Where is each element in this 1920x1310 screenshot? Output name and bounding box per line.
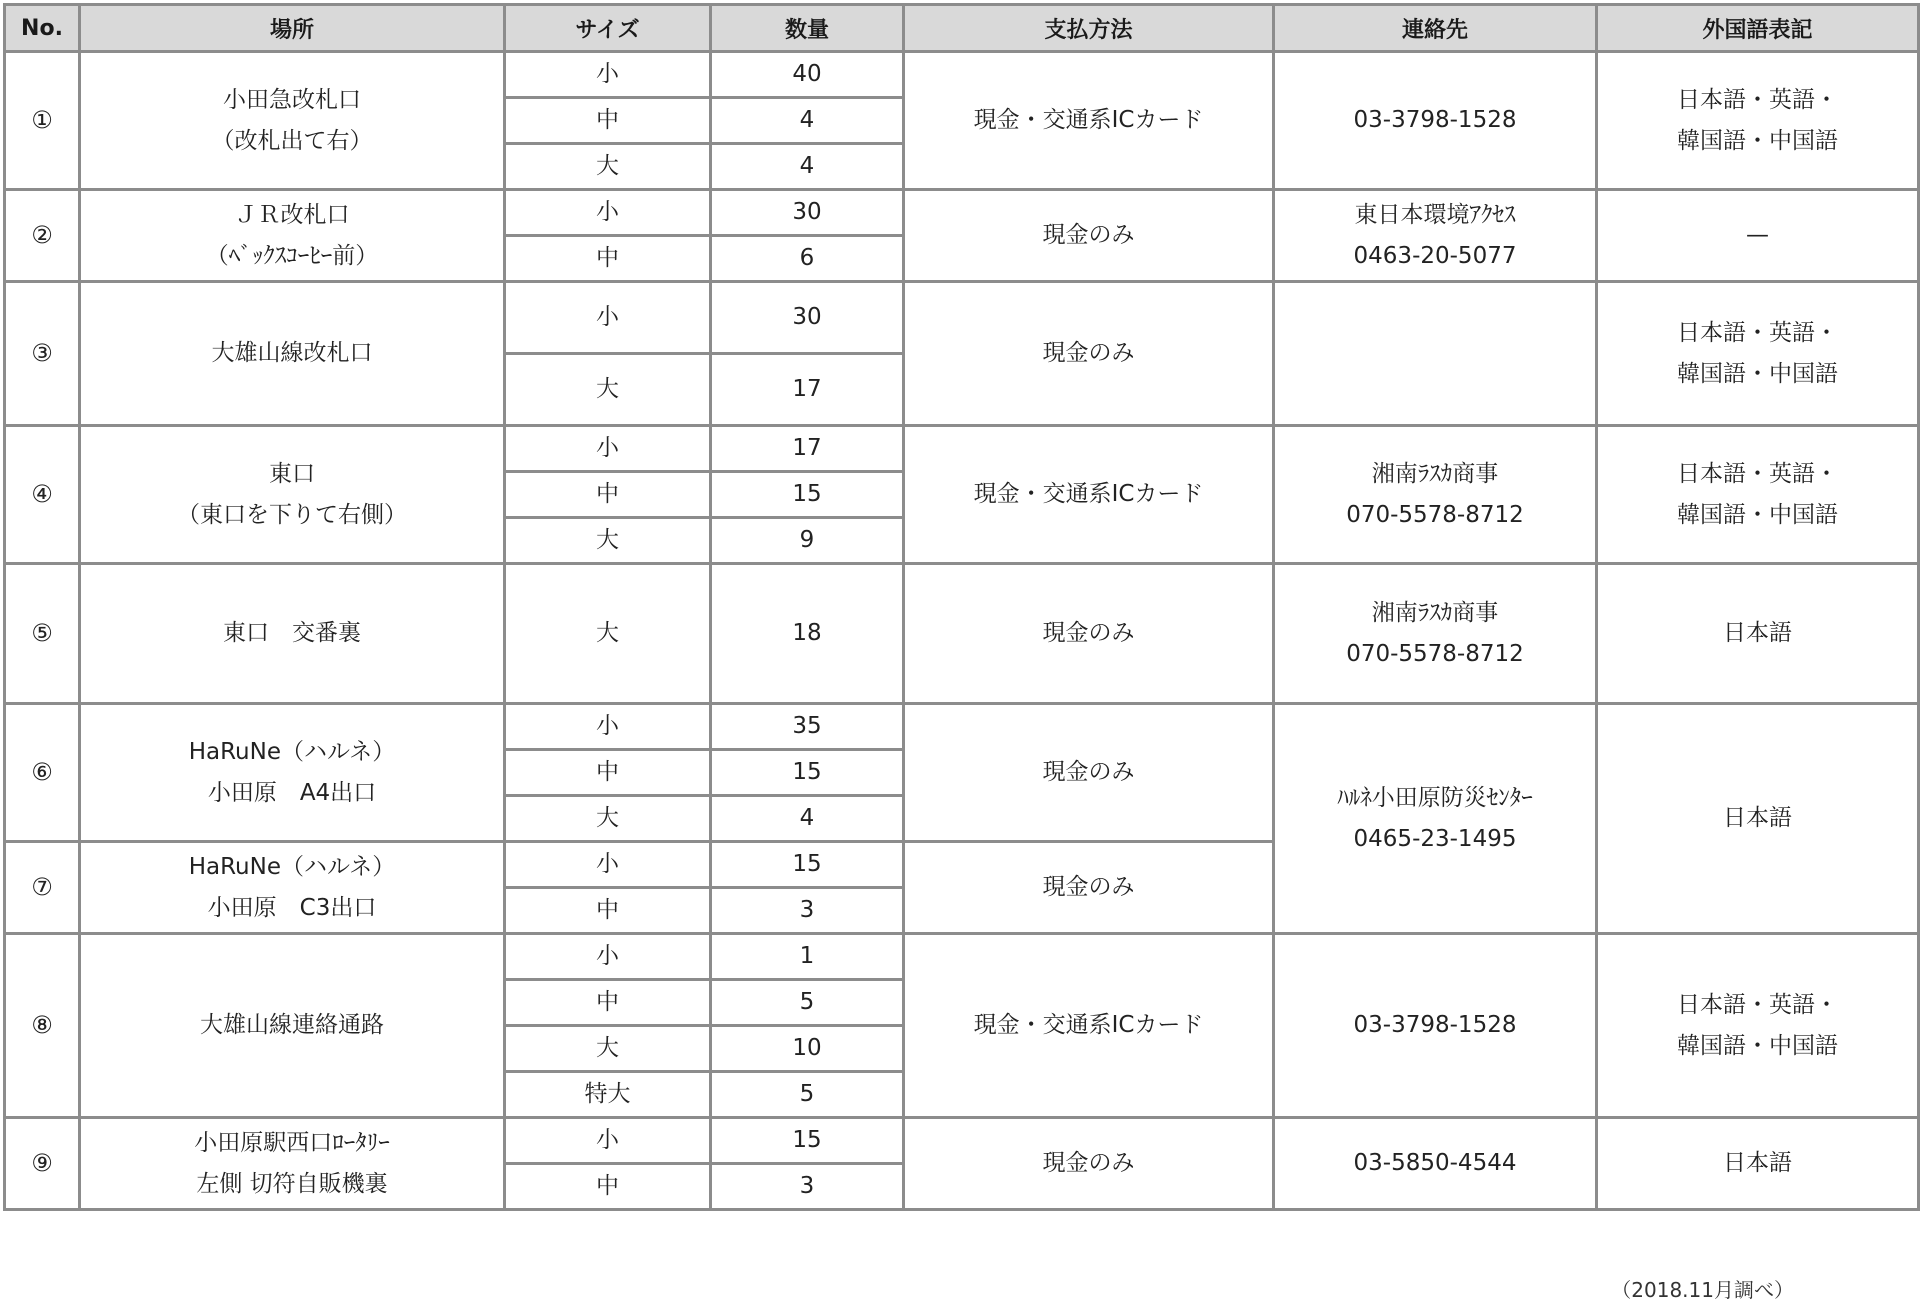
table-header-row [5,5,1919,52]
entry-place [80,52,505,190]
entry-number: ⑦ [5,842,80,934]
entry-languages [1597,704,1919,934]
place-line: ＪＲ改札口 [234,201,350,228]
entry-place [80,190,505,282]
entry-contact [1274,426,1597,564]
entry-number: ⑧ [5,934,80,1118]
place-line: 大雄山線改札口 [211,340,373,366]
locker-count: 6 [711,236,904,282]
locker-size: 中 [505,98,711,144]
locker-count: 3 [711,1164,904,1210]
contact-line: 03-5850-4544 [1353,1150,1517,1176]
place-line: 小田急改札口 [223,86,361,113]
entry-number: ② [5,190,80,282]
locker-size: 小 [505,282,711,354]
locker-count: 4 [711,98,904,144]
locker-size: 大 [505,518,711,564]
contact-line: ﾊﾙﾈ小田原防災ｾﾝﾀｰ [1337,784,1533,811]
survey-date-note: （2018.11月調べ） [1611,1278,1794,1302]
entry-contact [1274,190,1597,282]
locker-count: 4 [711,796,904,842]
header-contact: 連絡先 [1274,5,1597,52]
languages-line: 日本語 [1723,805,1792,831]
entry-place [80,1118,505,1210]
entry-languages [1597,190,1919,282]
entry-contact [1274,704,1597,934]
languages-line: 日本語 [1723,1150,1792,1176]
place-line: 小田原 A4出口 [207,779,377,806]
languages-line: 日本語・英語・ [1677,86,1838,113]
locker-count: 30 [711,282,904,354]
place-line: （ﾍﾞｯｸｽｺｰﾋｰ前） [205,242,379,269]
entry-languages [1597,52,1919,190]
entry-payment: 現金のみ [904,190,1274,282]
entry-contact [1274,282,1597,426]
entry-payment: 現金・交通系ICカード [904,426,1274,564]
entry-number: ⑤ [5,564,80,704]
header-size: サイズ [505,5,711,52]
header-languages: 外国語表記 [1597,5,1919,52]
locker-size: 中 [505,472,711,518]
locker-size: 小 [505,934,711,980]
entry-languages [1597,426,1919,564]
place-line: （改札出て右） [211,127,373,154]
entry-languages [1597,934,1919,1118]
entry-payment: 現金・交通系ICカード [904,52,1274,190]
locker-count: 15 [711,472,904,518]
entry-contact [1274,1118,1597,1210]
table-row [5,1118,1919,1164]
header-payment: 支払方法 [904,5,1274,52]
languages-line: — [1746,222,1769,248]
table-row [5,934,1919,980]
entry-payment: 現金・交通系ICカード [904,934,1274,1118]
place-line: HaRuNe（ハルネ） [188,853,396,880]
entry-languages [1597,282,1919,426]
entry-place [80,282,505,426]
languages-line: 韓国語・中国語 [1677,501,1838,528]
entry-place [80,426,505,564]
place-line: 大雄山線連絡通路 [200,1012,384,1038]
entry-payment: 現金のみ [904,704,1274,842]
contact-line: 0465-23-1495 [1353,825,1517,852]
locker-size: 大 [505,796,711,842]
locker-count: 17 [711,354,904,426]
locker-size: 大 [505,1026,711,1072]
locker-size: 小 [505,842,711,888]
place-line: 小田原駅西口ﾛｰﾀﾘｰ [194,1129,390,1156]
locker-count: 5 [711,1072,904,1118]
locker-size: 大 [505,564,711,704]
coin-locker-table [3,3,1920,1211]
locker-count: 15 [711,750,904,796]
entry-payment: 現金のみ [904,564,1274,704]
locker-size: 小 [505,1118,711,1164]
locker-size: 特大 [505,1072,711,1118]
locker-count: 35 [711,704,904,750]
contact-line: 湘南ﾗｽｶ商事 [1371,599,1499,626]
locker-count: 15 [711,842,904,888]
locker-count: 10 [711,1026,904,1072]
locker-size: 小 [505,704,711,750]
locker-count: 1 [711,934,904,980]
languages-line: 韓国語・中国語 [1677,1032,1838,1059]
table-row [5,564,1919,704]
table-row [5,426,1919,472]
locker-count: 17 [711,426,904,472]
entry-place [80,842,505,934]
languages-line: 日本語 [1723,620,1792,646]
entry-place [80,704,505,842]
contact-line: 070-5578-8712 [1346,501,1524,528]
entry-number: ⑨ [5,1118,80,1210]
header-place: 場所 [80,5,505,52]
header-no: No. [5,5,80,52]
entry-contact [1274,52,1597,190]
contact-line: 東日本環境ｱｸｾｽ [1354,201,1516,228]
locker-size: 中 [505,980,711,1026]
contact-line: 0463-20-5077 [1353,242,1517,269]
locker-size: 小 [505,52,711,98]
place-line: 左側 切符自販機裏 [196,1170,388,1197]
contact-line: 03-3798-1528 [1353,1012,1517,1038]
place-line: （東口を下りて右側） [177,501,407,528]
entry-languages [1597,1118,1919,1210]
entry-contact [1274,934,1597,1118]
table-row [5,282,1919,354]
locker-size: 中 [505,750,711,796]
locker-count: 18 [711,564,904,704]
table-row [5,52,1919,98]
locker-count: 9 [711,518,904,564]
entry-place [80,564,505,704]
locker-count: 40 [711,52,904,98]
place-line: 東口 [269,460,315,487]
languages-line: 日本語・英語・ [1677,991,1838,1018]
locker-size: 中 [505,236,711,282]
languages-line: 日本語・英語・ [1677,319,1838,346]
languages-line: 韓国語・中国語 [1677,360,1838,387]
contact-line: 湘南ﾗｽｶ商事 [1371,460,1499,487]
locker-size: 小 [505,426,711,472]
locker-count: 15 [711,1118,904,1164]
locker-size: 大 [505,144,711,190]
entry-languages [1597,564,1919,704]
place-line: HaRuNe（ハルネ） [188,738,396,765]
locker-count: 3 [711,888,904,934]
table-row [5,190,1919,236]
locker-count: 30 [711,190,904,236]
entry-payment: 現金のみ [904,842,1274,934]
entry-place [80,934,505,1118]
entry-number: ⑥ [5,704,80,842]
entry-number: ③ [5,282,80,426]
place-line: 小田原 C3出口 [207,894,377,921]
locker-count: 5 [711,980,904,1026]
locker-size: 大 [505,354,711,426]
languages-line: 日本語・英語・ [1677,460,1838,487]
locker-count: 4 [711,144,904,190]
table-row [5,704,1919,750]
entry-contact [1274,564,1597,704]
locker-size: 中 [505,1164,711,1210]
entry-payment: 現金のみ [904,282,1274,426]
header-count: 数量 [711,5,904,52]
entry-number: ④ [5,426,80,564]
locker-size: 中 [505,888,711,934]
contact-line: 070-5578-8712 [1346,640,1524,667]
entry-payment: 現金のみ [904,1118,1274,1210]
locker-size: 小 [505,190,711,236]
languages-line: 韓国語・中国語 [1677,127,1838,154]
contact-line: 03-3798-1528 [1353,107,1517,133]
place-line: 東口 交番裏 [223,620,361,646]
entry-number: ① [5,52,80,190]
